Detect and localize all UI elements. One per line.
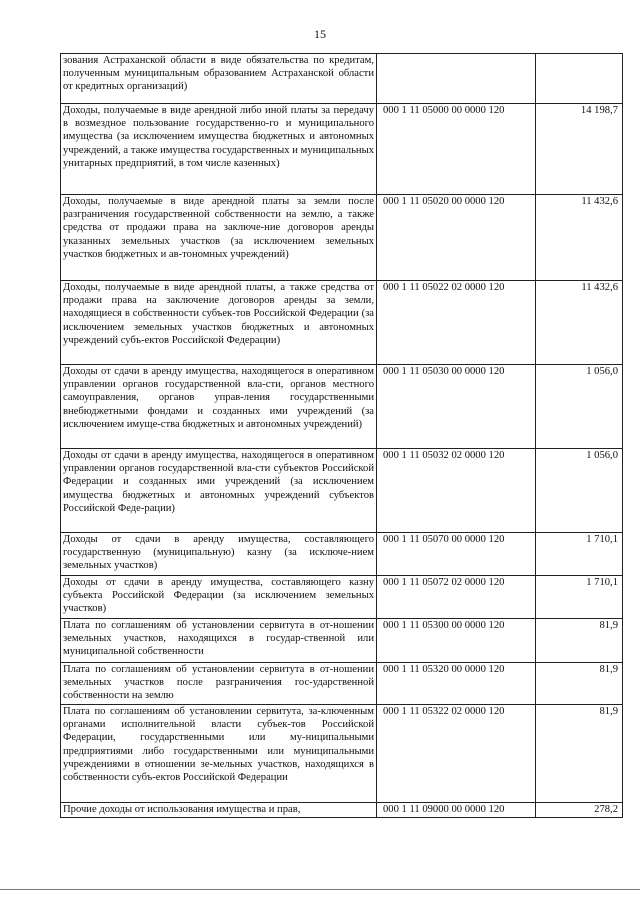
- row-description: Прочие доходы от использования имущества и прав,: [61, 803, 377, 818]
- row-amount: 1 710,1: [536, 576, 623, 619]
- row-code: 000 1 11 05032 02 0000 120: [377, 449, 536, 533]
- row-code: 000 1 11 05070 00 0000 120: [377, 533, 536, 576]
- row-description: Доходы, получаемые в виде арендной либо иной платы за передачу в возмездное пользование государственно-го и муниципального имущества (за исключением имущества бюджетных и автономных учреждений, а также имущества государственных и муниципальных унитарных предприятий, в том числе казенных): [61, 104, 377, 195]
- row-description: Плата по соглашениям об установлении сервитута в от-ношении земельных участков после разграничения гос-ударственной собственности на землю: [61, 663, 377, 705]
- page-number: 15: [314, 27, 326, 41]
- table-row: [61, 104, 623, 195]
- row-description: Доходы от сдачи в аренду имущества, находящегося в оперативном управлении органов государственной вла-сти, органов местного самоуправления, органов управ-ления государственными внебюджетными фондами и созданных ими учреждений (за исключением имуще-ства бюджетных и автономных учреждений): [61, 365, 377, 449]
- table-row: [61, 195, 623, 281]
- row-amount: 1 056,0: [536, 449, 623, 533]
- row-code: 000 1 11 05030 00 0000 120: [377, 365, 536, 449]
- row-code: [377, 54, 536, 104]
- row-amount: 81,9: [536, 705, 623, 803]
- row-amount: 278,2: [536, 803, 623, 818]
- page-bottom-rule: [0, 889, 640, 890]
- table-row: [61, 533, 623, 576]
- table-row: [61, 705, 623, 803]
- table-row: [61, 281, 623, 365]
- row-amount: [536, 54, 623, 104]
- row-description: Доходы, получаемые в виде арендной платы, а также средства от продажи права на заключение договоров аренды за земли, находящиеся в собственности субъек-тов Российской Федерации (за исключением земельных участков бюджетных и автономных учреждений субъ-ектов Российской Федерации): [61, 281, 377, 365]
- row-amount: 11 432,6: [536, 281, 623, 365]
- table-row: [61, 619, 623, 663]
- row-description: Доходы от сдачи в аренду имущества, составляющего государственную (муниципальную) казну (за исключе-нием земельных участков): [61, 533, 377, 576]
- row-amount: 1 056,0: [536, 365, 623, 449]
- row-description: Плата по соглашениям об установлении сервитута в от-ношении земельных участков, находящихся в государ-ственной или муниципальной собственности: [61, 619, 377, 663]
- row-description: Доходы, получаемые в виде арендной платы за земли после разграничения государственной собственности на землю, а также средства от продажи права на заключе-ние договоров аренды указанных земельных участков (за исключением земельных участков бюджетных и ав-тономных учреждений): [61, 195, 377, 281]
- table-row: [61, 663, 623, 705]
- row-code: 000 1 11 05022 02 0000 120: [377, 281, 536, 365]
- row-amount: 11 432,6: [536, 195, 623, 281]
- row-code: 000 1 11 05072 02 0000 120: [377, 576, 536, 619]
- row-description: Доходы от сдачи в аренду имущества, находящегося в оперативном управлении органов государственной вла-сти субъектов Российской Федерации и созданных ими учреждений (за исключением имущества бюджетных и автономных учреждений субъектов Российской Феде-рации): [61, 449, 377, 533]
- row-description: зования Астраханской области в виде обязательства по кредитам, полученным муниципальным образованием Астраханской области от кредитных организаций): [61, 54, 377, 104]
- row-code: 000 1 11 09000 00 0000 120: [377, 803, 536, 818]
- table-row: [61, 576, 623, 619]
- row-amount: 14 198,7: [536, 104, 623, 195]
- row-amount: 81,9: [536, 663, 623, 705]
- table-row: [61, 54, 623, 104]
- row-code: 000 1 11 05300 00 0000 120: [377, 619, 536, 663]
- row-description: Доходы от сдачи в аренду имущества, составляющего казну субъекта Российской Федерации (за исключением земельных участков): [61, 576, 377, 619]
- row-code: 000 1 11 05000 00 0000 120: [377, 104, 536, 195]
- row-amount: 1 710,1: [536, 533, 623, 576]
- row-code: 000 1 11 05320 00 0000 120: [377, 663, 536, 705]
- table-row: [61, 365, 623, 449]
- table-row: [61, 803, 623, 818]
- table-row: [61, 449, 623, 533]
- revenue-table: [60, 53, 623, 818]
- row-amount: 81,9: [536, 619, 623, 663]
- row-description: Плата по соглашениям об установлении сервитута, за-ключенным органами исполнительной власти субъек-тов Российской Федерации, государственными или му-ниципальными предприятиями либо государственными или муниципальными учреждениями в отношении зе-мельных участков, находящихся в собственности субъ-ектов Российской Федерации: [61, 705, 377, 803]
- row-code: 000 1 11 05322 02 0000 120: [377, 705, 536, 803]
- row-code: 000 1 11 05020 00 0000 120: [377, 195, 536, 281]
